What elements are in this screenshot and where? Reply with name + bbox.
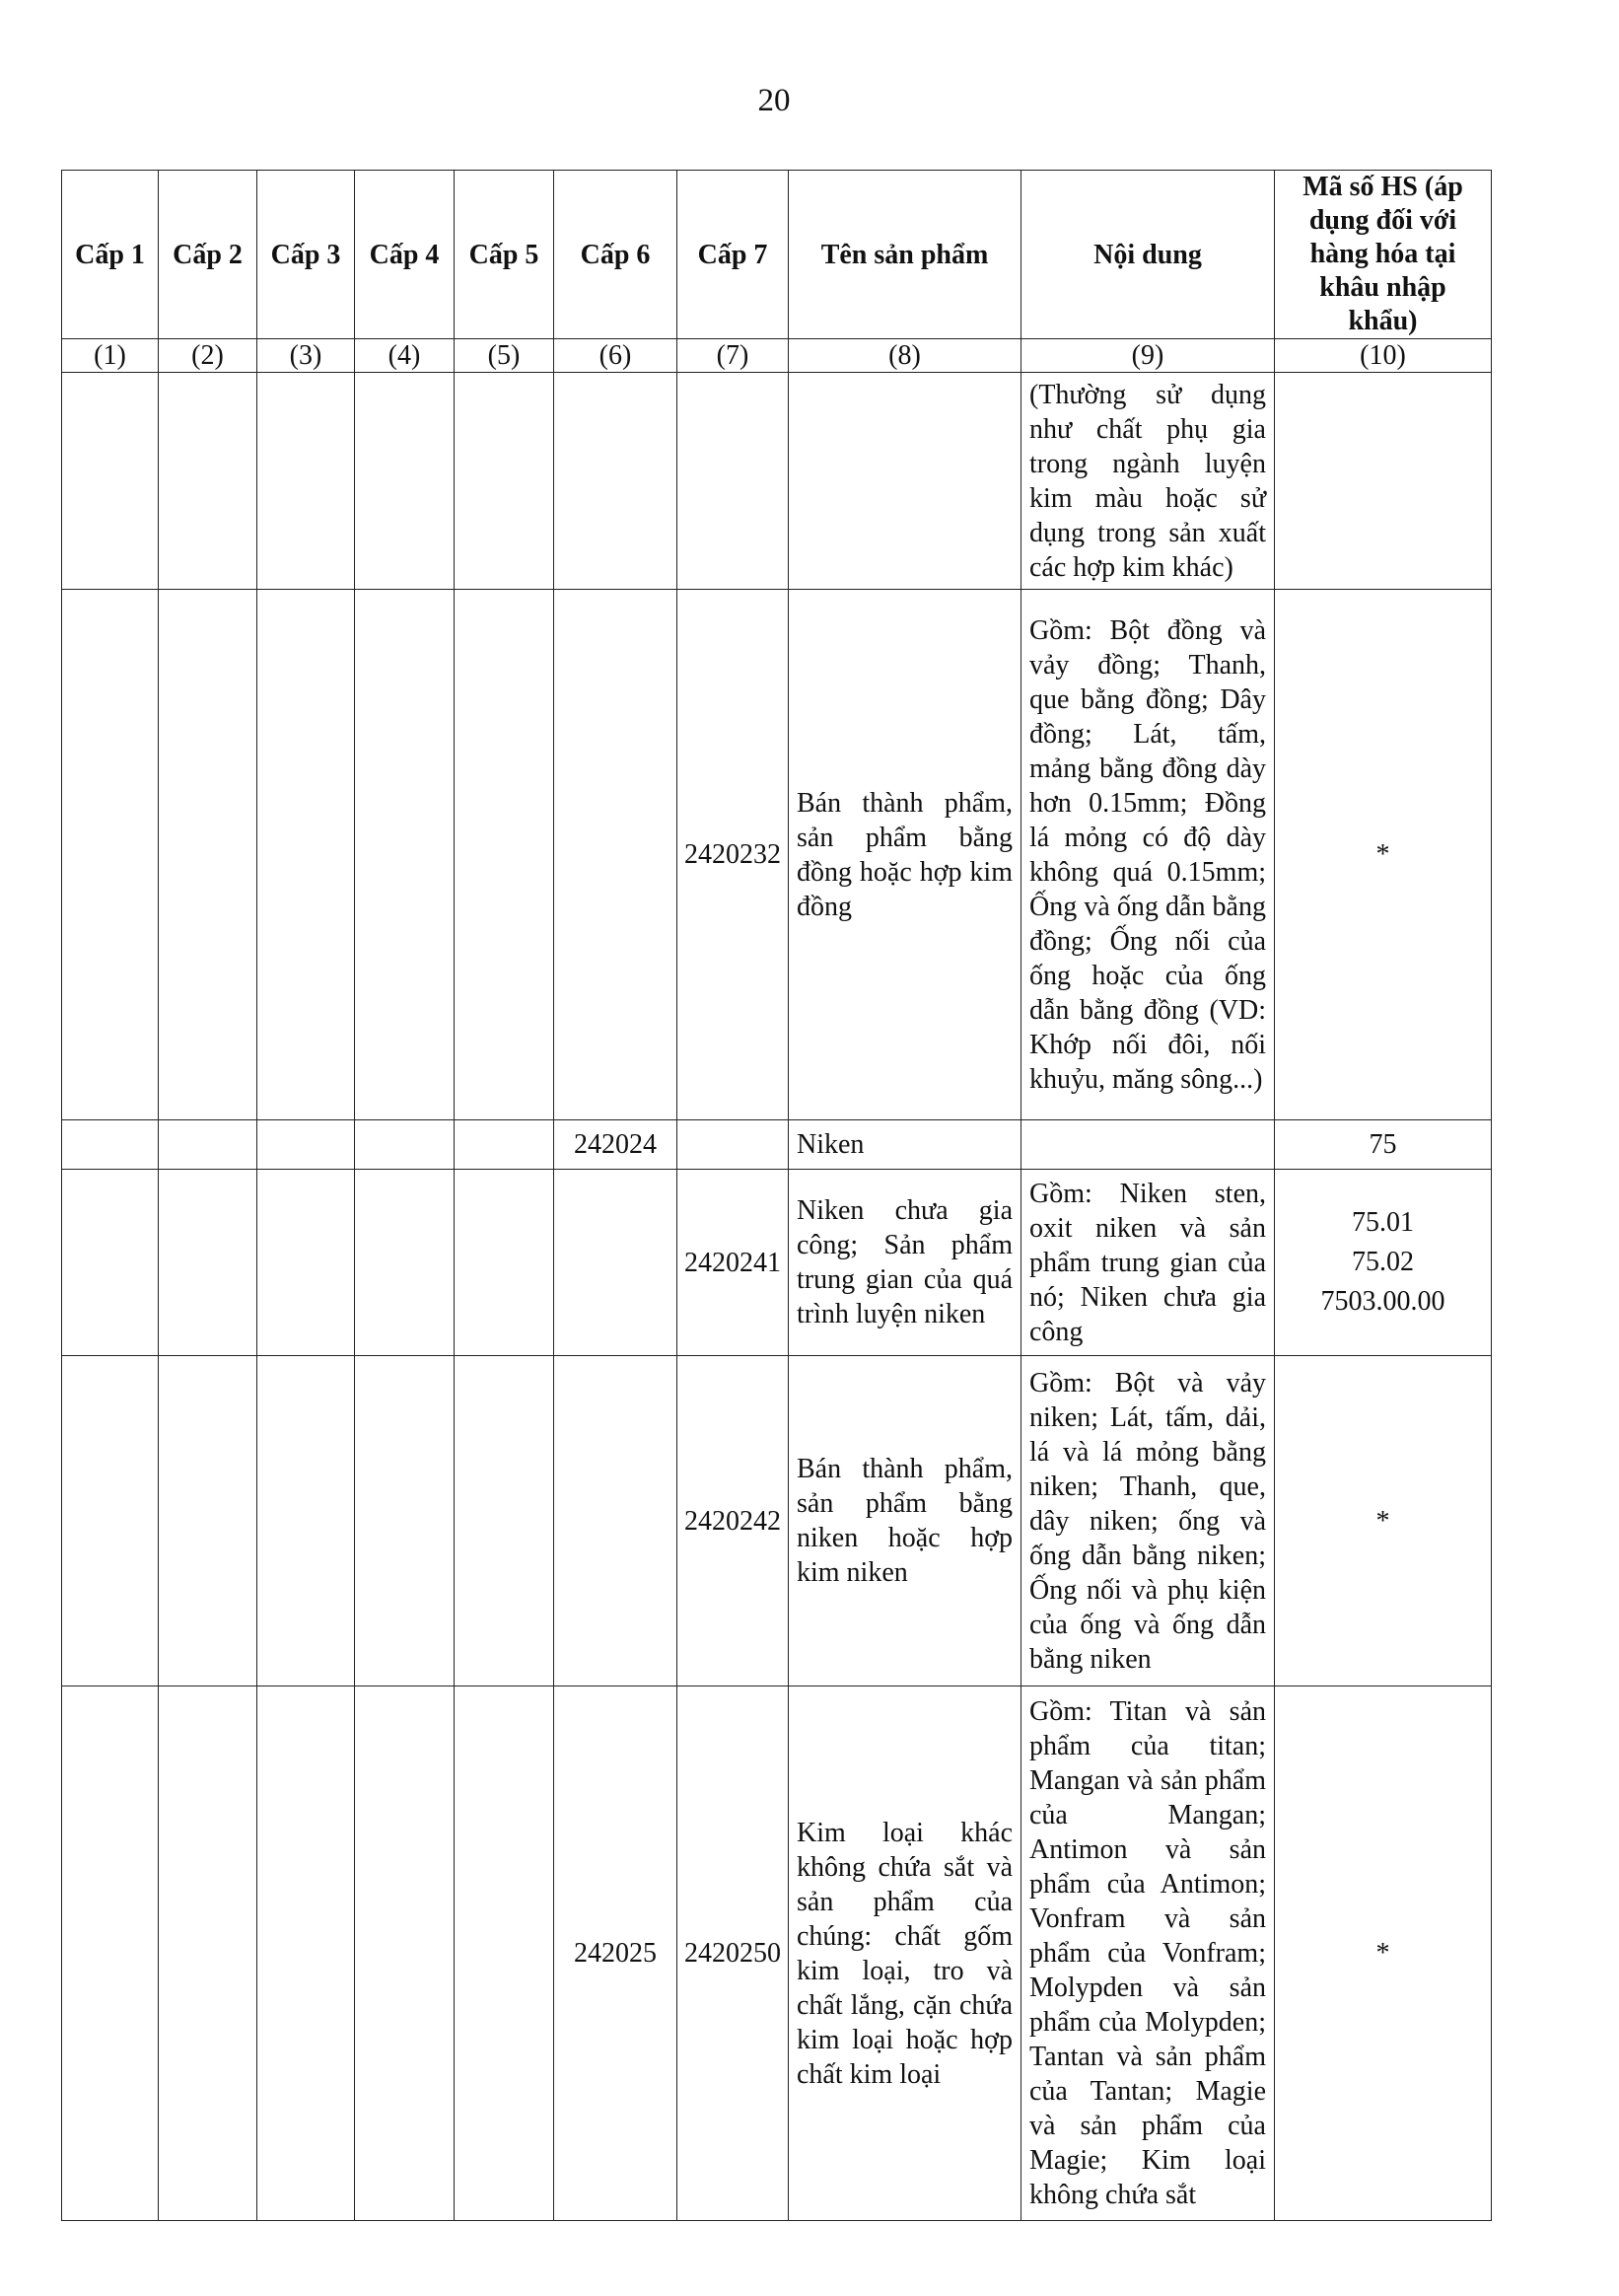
hs-code-cell xyxy=(1275,1170,1492,1356)
cap6-cell xyxy=(554,1356,677,1686)
header-cap-4: Cấp 4 xyxy=(355,171,455,339)
header-cap-7: Cấp 7 xyxy=(677,171,789,339)
cap7-cell xyxy=(677,373,789,590)
column-number: (7) xyxy=(677,339,789,373)
content-cell xyxy=(1021,1120,1275,1170)
header-cap-6: Cấp 6 xyxy=(554,171,677,339)
column-number: (6) xyxy=(554,339,677,373)
hs-code-cell: * xyxy=(1275,1356,1492,1686)
cap7-cell: 2420241 xyxy=(677,1170,789,1356)
product-name-cell: Bán thành phẩm, sản phẩm bằng đồng hoặc hợp kim đồng xyxy=(789,590,1021,1120)
hs-code: 75.01 xyxy=(1352,1207,1414,1238)
cap7-cell: 2420242 xyxy=(677,1356,789,1686)
content-cell: (Thường sử dụng như chất phụ gia trong ngành luyện kim màu hoặc sử dụng trong sản xuất các hợp kim khác) xyxy=(1021,373,1275,590)
hs-code-cell: 75 xyxy=(1275,1120,1492,1170)
column-number: (2) xyxy=(159,339,257,373)
column-number: (10) xyxy=(1275,339,1492,373)
content-cell: Gồm: Niken sten, oxit niken và sản phẩm trung gian của nó; Niken chưa gia công xyxy=(1021,1170,1275,1356)
header-cap-5: Cấp 5 xyxy=(455,171,554,339)
table-row xyxy=(62,1686,1492,2221)
header-row xyxy=(62,171,1492,339)
column-number-row xyxy=(62,339,1492,373)
cap7-cell: 2420232 xyxy=(677,590,789,1120)
product-name-cell: Niken chưa gia công; Sản phẩm trung gian của quá trình luyện niken xyxy=(789,1170,1021,1356)
cap6-cell: 242024 xyxy=(554,1120,677,1170)
product-name-cell: Kim loại khác không chứa sắt và sản phẩm của chúng: chất gốm kim loại, tro và chất lắng, cặn chứa kim loại hoặc hợp chất kim loại xyxy=(789,1686,1021,2221)
hs-code: 7503.00.00 xyxy=(1320,1286,1445,1317)
product-name-cell: Niken xyxy=(789,1120,1021,1170)
column-number: (5) xyxy=(455,339,554,373)
table-row xyxy=(62,590,1492,1120)
hs-code-cell: * xyxy=(1275,1686,1492,2221)
cap6-cell: 242025 xyxy=(554,1686,677,2221)
cap6-cell xyxy=(554,373,677,590)
hs-code-cell: * xyxy=(1275,590,1492,1120)
cap6-cell xyxy=(554,590,677,1120)
hs-code-cell xyxy=(1275,373,1492,590)
table-row xyxy=(62,373,1492,590)
header-cap-3: Cấp 3 xyxy=(257,171,355,339)
column-number: (9) xyxy=(1021,339,1275,373)
product-name-cell: Bán thành phẩm, sản phẩm bằng niken hoặc hợp kim niken xyxy=(789,1356,1021,1686)
header-hs-code: Mã số HS (áp dụng đối với hàng hóa tại khâu nhập khẩu) xyxy=(1275,171,1492,339)
table-row xyxy=(62,1120,1492,1170)
table-row xyxy=(62,1170,1492,1356)
product-name-cell xyxy=(789,373,1021,590)
page-number: 20 xyxy=(757,83,791,118)
column-number: (4) xyxy=(355,339,455,373)
column-number: (3) xyxy=(257,339,355,373)
header-cap-2: Cấp 2 xyxy=(159,171,257,339)
hs-code: 75.02 xyxy=(1352,1247,1414,1277)
header-cap-1: Cấp 1 xyxy=(62,171,159,339)
cap6-cell xyxy=(554,1170,677,1356)
cap7-cell: 2420250 xyxy=(677,1686,789,2221)
cap7-cell xyxy=(677,1120,789,1170)
header-content: Nội dung xyxy=(1021,171,1275,339)
column-number: (8) xyxy=(789,339,1021,373)
content-cell: Gồm: Bột đồng và vảy đồng; Thanh, que bằng đồng; Dây đồng; Lát, tấm, mảng bằng đồng dày hơn 0.15mm; Đồng lá mỏng có độ dày không quá 0.15mm; Ống và ống dẫn bằng đồng; Ống nối của ống hoặc của ống dẫn bằng đồng (VD: Khớp nối đôi, nối khuỷu, măng sông...) xyxy=(1021,590,1275,1120)
content-cell: Gồm: Titan và sản phẩm của titan; Mangan và sản phẩm của Mangan; Antimon và sản phẩm của Antimon; Vonfram và sản phẩm của Vonfram; Molypden và sản phẩm của Molypden; Tantan và sản phẩm của Tantan; Magie và sản phẩm của Magie; Kim loại không chứa sắt xyxy=(1021,1686,1275,2221)
content-cell: Gồm: Bột và vảy niken; Lát, tấm, dải, lá và lá mỏng bằng niken; Thanh, que, dây niken; ống và ống dẫn bằng niken; Ống nối và phụ kiện của ống và ống dẫn bằng niken xyxy=(1021,1356,1275,1686)
product-classification-table xyxy=(61,170,1492,2221)
table-row xyxy=(62,1356,1492,1686)
column-number: (1) xyxy=(62,339,159,373)
header-product-name: Tên sản phẩm xyxy=(789,171,1021,339)
